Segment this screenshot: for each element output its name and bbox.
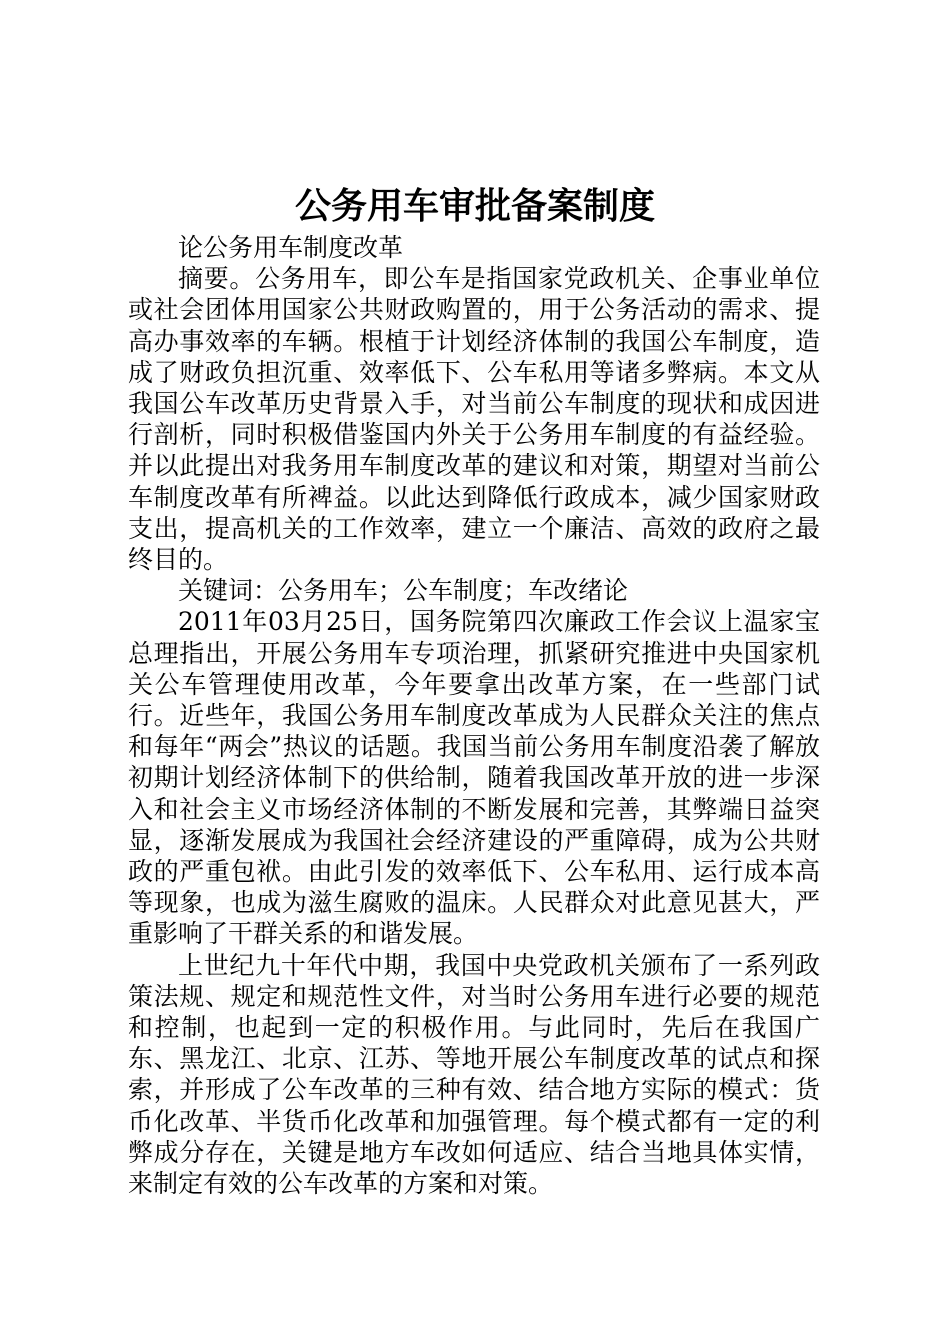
document-body (128, 232, 820, 1199)
paragraph-introduction: 2011年03月25日，国务院第四次廉政工作会议上温家宝总理指出，开展公务用车专项治理，抓紧研究推进中央国家机关公车管理使用改革，今年要拿出改革方案，在一些部门试行。近些年，我国公务用车制度改革成为人民群众关注的焦点和每年“两会”热议的话题。我国当前公务用车制度沿袭了解放初期计划经济体制下的供给制，随着我国改革开放的进一步深入和社会主义市场经济体制的不断发展和完善，其弊端日益突显，逐渐发展成为我国社会经济建设的严重障碍，成为公共财政的严重包袱。由此引发的效率低下、公车私用、运行成本高等现象，也成为滋生腐败的温床。人民群众对此意见甚大，严重影响了干群关系的和谐发展。 (128, 607, 820, 949)
paragraph-keywords: 关键词：公务用车；公车制度；车改绪论 (178, 576, 629, 606)
document-title: 公务用车审批备案制度 (294, 186, 655, 227)
paragraph-abstract: 摘要。公务用车，即公车是指国家党政机关、企事业单位或社会团体用国家公共财政购置的，用于公务活动的需求、提高办事效率的车辆。根植于计划经济体制的我国公车制度，造成了财政负担沉重、效率低下、公车私用等诸多弊病。本文从我国公车改革历史背景入手，对当前公车制度的现状和成因进行剖析，同时积极借鉴国内外关于公务用车制度的有益经验。并以此提出对我务用车制度改革的建议和对策，期望对当前公车制度改革有所裨益。以此达到降低行政成本，减少国家财政支出，提高机关的工作效率，建立一个廉洁、高效的政府之最终目的。 (128, 264, 820, 575)
paragraph-subtitle: 论公务用车制度改革 (178, 233, 404, 262)
paragraph-history: 上世纪九十年代中期，我国中央党政机关颁布了一系列政策法规、规定和规范性文件，对当时公务用车进行必要的规范和控制，也起到一定的积极作用。与此同时，先后在我国广东、黑龙江、北京、江苏、等地开展公车制度改革的试点和探索，并形成了公车改革的三种有效、结合地方实际的模式：货币化改革、半货币化改革和加强管理。每个模式都有一定的利弊成分存在，关键是地方车改如何适应、结合当地具体实情，来制定有效的公车改革的方案和对策。 (128, 950, 820, 1199)
